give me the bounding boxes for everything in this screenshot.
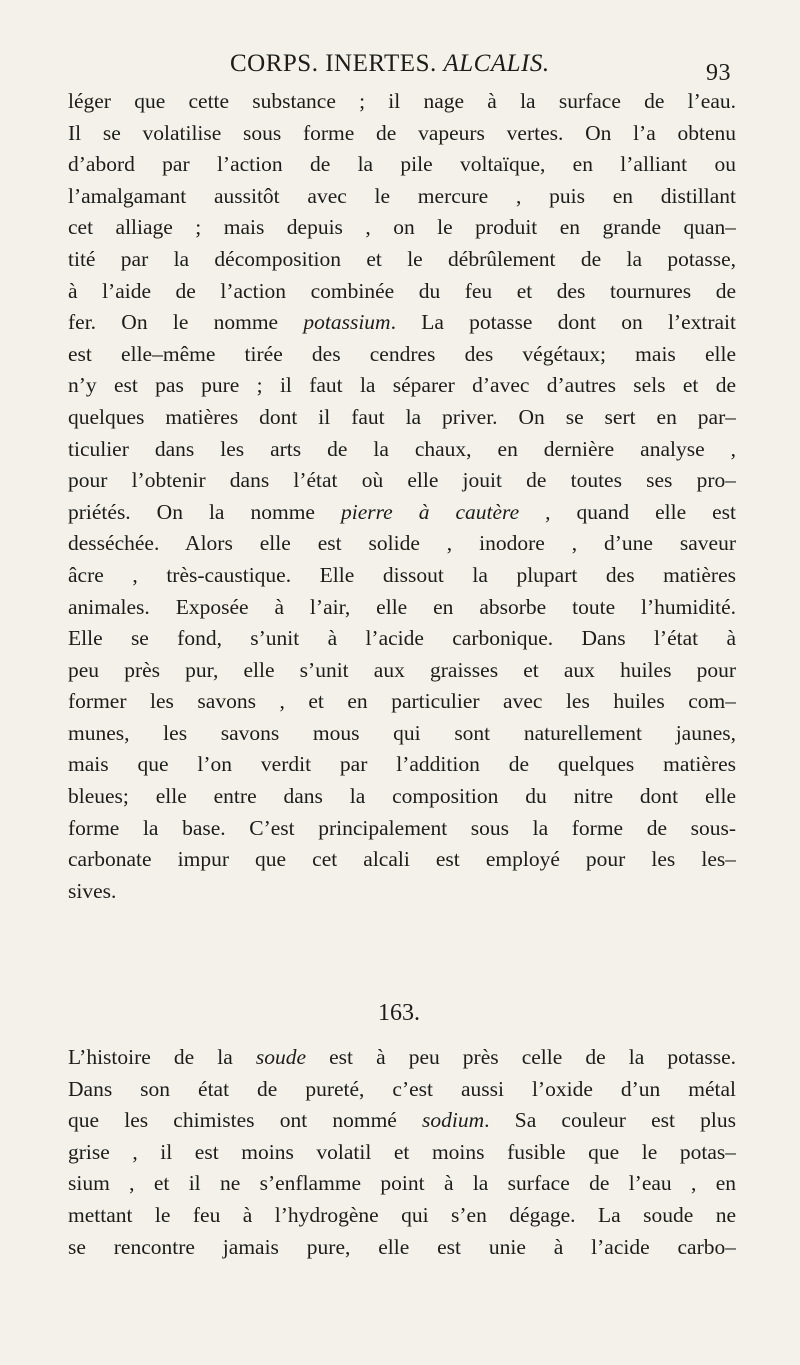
text-segment: que les chimistes ont nommé	[68, 1108, 423, 1133]
text-line	[68, 212, 736, 244]
text-segment: grise , il est moins volatil et moins fusible que le potas–	[68, 1139, 736, 1164]
paragraph-2	[68, 1042, 736, 1263]
text-segment: peu près pur, elle s’unit aux graisses et aux huiles pour	[68, 657, 736, 682]
text-segment: fer. On le nomme	[68, 310, 304, 335]
text-line	[68, 718, 736, 750]
running-head-title-italic: ALCALIS.	[443, 50, 550, 77]
text-line	[68, 1042, 736, 1074]
text-segment: d’abord par l’action de la pile voltaïque, en l’alliant ou	[68, 152, 736, 177]
italic-term: pierre à cautère ,	[340, 499, 551, 524]
text-segment: âcre , très-caustique. Elle dissout la plupart des matières	[68, 562, 736, 587]
text-segment: L’histoire de la	[68, 1045, 256, 1069]
text-segment: Il se volatilise sous forme de vapeurs vertes. On l’a obtenu	[68, 120, 736, 145]
text-line	[68, 434, 736, 466]
text-segment: mettant le feu à l’hydrogène qui s’en dégage. La soude ne	[68, 1202, 736, 1227]
text-segment: carbonate impur que cet alcali est employé pour les les–	[68, 847, 736, 872]
text-segment: ticulier dans les arts de la chaux, en dernière analyse ,	[68, 436, 736, 461]
text-line	[68, 1074, 736, 1106]
text-segment: sives.	[68, 878, 117, 903]
text-segment: Elle se fond, s’unit à l’acide carbonique. Dans l’état à	[68, 626, 736, 651]
text-line	[68, 339, 736, 371]
text-line	[68, 118, 736, 150]
text-segment: former les savons , et en particulier avec les huiles com–	[68, 689, 736, 714]
text-line	[68, 1168, 736, 1200]
text-line	[68, 560, 736, 592]
text-segment: priétés. On la nomme	[68, 499, 341, 524]
text-line	[68, 86, 736, 118]
text-line	[68, 876, 736, 908]
text-line	[68, 623, 736, 655]
text-line	[68, 749, 736, 781]
text-segment: forme la base. C’est principalement sous la forme de sous-	[68, 815, 736, 840]
text-segment: à l’aide de l’action combinée du feu et des tournures de	[68, 278, 736, 303]
text-line	[68, 813, 736, 845]
text-line	[68, 1137, 736, 1169]
text-line	[68, 528, 736, 560]
text-line	[68, 592, 736, 624]
text-segment: munes, les savons mous qui sont naturellement jaunes,	[68, 720, 736, 745]
text-line	[68, 370, 736, 402]
text-segment: desséchée. Alors elle est solide , inodore , d’une saveur	[68, 531, 736, 556]
text-segment: animales. Exposée à l’air, elle en absorbe toute l’humidité.	[68, 594, 736, 619]
text-segment: léger que cette substance ; il nage à la surface de l’eau.	[68, 89, 736, 113]
text-segment: bleues; elle entre dans la composition du nitre dont elle	[68, 784, 736, 809]
text-line	[68, 655, 736, 687]
paragraph-1	[68, 86, 736, 907]
text-segment: Dans son état de pureté, c’est aussi l’oxide d’un métal	[68, 1076, 736, 1101]
text-segment: tité par la décomposition et le débrûlement de la potasse,	[68, 246, 736, 271]
italic-term: soude	[255, 1045, 307, 1069]
text-segment: . La potasse dont on l’extrait	[390, 310, 736, 335]
italic-term: sodium	[422, 1108, 485, 1133]
text-segment: pour l’obtenir dans l’état où elle jouit de toutes ses pro–	[68, 468, 736, 493]
text-line	[68, 402, 736, 434]
text-line	[68, 781, 736, 813]
text-segment: est elle–même tirée des cendres des végétaux; mais elle	[68, 341, 736, 366]
text-segment: mais que l’on verdit par l’addition de quelques matières	[68, 752, 736, 777]
text-line	[68, 244, 736, 276]
text-segment: sium , et il ne s’enflamme point à la surface de l’eau , en	[68, 1171, 736, 1196]
text-segment: . Sa couleur est plus	[484, 1108, 736, 1133]
text-line	[68, 686, 736, 718]
text-line	[68, 465, 736, 497]
text-segment: quand elle est	[550, 499, 736, 524]
italic-term: potassium	[303, 310, 391, 335]
section-number: 163.	[378, 1000, 420, 1026]
text-line	[68, 1105, 736, 1137]
text-line	[68, 181, 736, 213]
text-line	[68, 276, 736, 308]
text-segment: n’y est pas pure ; il faut la séparer d’avec d’autres sels et de	[68, 373, 736, 398]
text-line	[68, 1232, 736, 1264]
text-line	[68, 307, 736, 339]
text-segment: l’amalgamant aussitôt avec le mercure , puis en distillant	[68, 183, 736, 208]
text-segment: est à peu près celle de la potasse.	[306, 1045, 736, 1069]
text-segment: cet alliage ; mais depuis , on le produit en grande quan–	[68, 215, 736, 240]
running-head-title-text: CORPS. INERTES.	[230, 50, 437, 77]
text-line	[68, 149, 736, 181]
text-line	[68, 844, 736, 876]
text-line	[68, 497, 736, 529]
page-number: 93	[706, 60, 731, 86]
text-line	[68, 1200, 736, 1232]
running-head-title	[230, 50, 550, 78]
text-segment: quelques matières dont il faut la priver. On se sert en par–	[68, 404, 736, 429]
text-segment: se rencontre jamais pure, elle est unie à l’acide carbo–	[68, 1234, 736, 1259]
